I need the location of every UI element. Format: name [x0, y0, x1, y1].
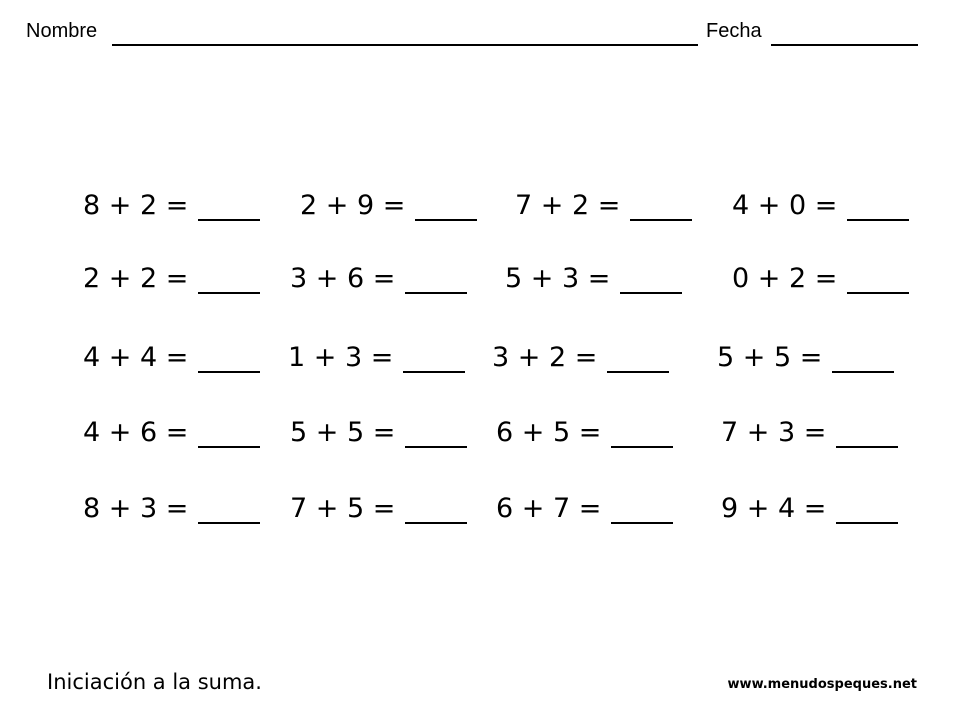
problem [732, 186, 909, 226]
problem-equation: 5 + 5 = [290, 417, 396, 448]
name-label: Nombre [26, 20, 98, 42]
problem [721, 413, 898, 453]
problem [496, 489, 673, 529]
worksheet-header [26, 20, 918, 50]
problem [290, 259, 467, 299]
problem-equation: 3 + 6 = [290, 263, 396, 294]
problem-equation: 6 + 5 = [496, 417, 602, 448]
problem-equation: 8 + 2 = [83, 190, 189, 221]
answer-blank[interactable] [405, 413, 467, 448]
problem [290, 489, 467, 529]
answer-blank[interactable] [405, 489, 467, 524]
date-label: Fecha [706, 20, 762, 42]
problem-equation: 2 + 2 = [83, 263, 189, 294]
problem [505, 259, 682, 299]
answer-blank[interactable] [836, 489, 898, 524]
problem-equation: 1 + 3 = [288, 342, 394, 373]
answer-blank[interactable] [198, 259, 260, 294]
problem-equation: 3 + 2 = [492, 342, 598, 373]
problem [288, 338, 465, 378]
answer-blank[interactable] [832, 338, 894, 373]
problem-equation: 6 + 7 = [496, 493, 602, 524]
answer-blank[interactable] [836, 413, 898, 448]
problem [496, 413, 673, 453]
problem-equation: 5 + 5 = [717, 342, 823, 373]
problem-equation: 0 + 2 = [732, 263, 838, 294]
answer-blank[interactable] [198, 186, 260, 221]
name-line[interactable] [112, 44, 698, 46]
problem [83, 186, 260, 226]
problem [717, 338, 894, 378]
problem-equation: 7 + 3 = [721, 417, 827, 448]
problem-equation: 5 + 3 = [505, 263, 611, 294]
problem [515, 186, 692, 226]
answer-blank[interactable] [403, 338, 465, 373]
answer-blank[interactable] [415, 186, 477, 221]
problem-equation: 4 + 0 = [732, 190, 838, 221]
worksheet-title: Iniciación a la suma. [47, 670, 262, 694]
answer-blank[interactable] [611, 489, 673, 524]
problem [492, 338, 669, 378]
answer-blank[interactable] [607, 338, 669, 373]
problem-equation: 2 + 9 = [300, 190, 406, 221]
problem [83, 413, 260, 453]
problem-equation: 4 + 4 = [83, 342, 189, 373]
answer-blank[interactable] [405, 259, 467, 294]
problem-equation: 8 + 3 = [83, 493, 189, 524]
answer-blank[interactable] [198, 413, 260, 448]
problem [83, 259, 260, 299]
answer-blank[interactable] [198, 489, 260, 524]
problem [83, 489, 260, 529]
problem-equation: 7 + 2 = [515, 190, 621, 221]
problem [721, 489, 898, 529]
problem-equation: 7 + 5 = [290, 493, 396, 524]
answer-blank[interactable] [611, 413, 673, 448]
problem [83, 338, 260, 378]
answer-blank[interactable] [198, 338, 260, 373]
problem-equation: 4 + 6 = [83, 417, 189, 448]
website-url: www.menudospeques.net [727, 677, 917, 692]
answer-blank[interactable] [630, 186, 692, 221]
date-line[interactable] [771, 44, 918, 46]
problem [300, 186, 477, 226]
answer-blank[interactable] [620, 259, 682, 294]
answer-blank[interactable] [847, 259, 909, 294]
problem [732, 259, 909, 299]
problem [290, 413, 467, 453]
problem-equation: 9 + 4 = [721, 493, 827, 524]
answer-blank[interactable] [847, 186, 909, 221]
